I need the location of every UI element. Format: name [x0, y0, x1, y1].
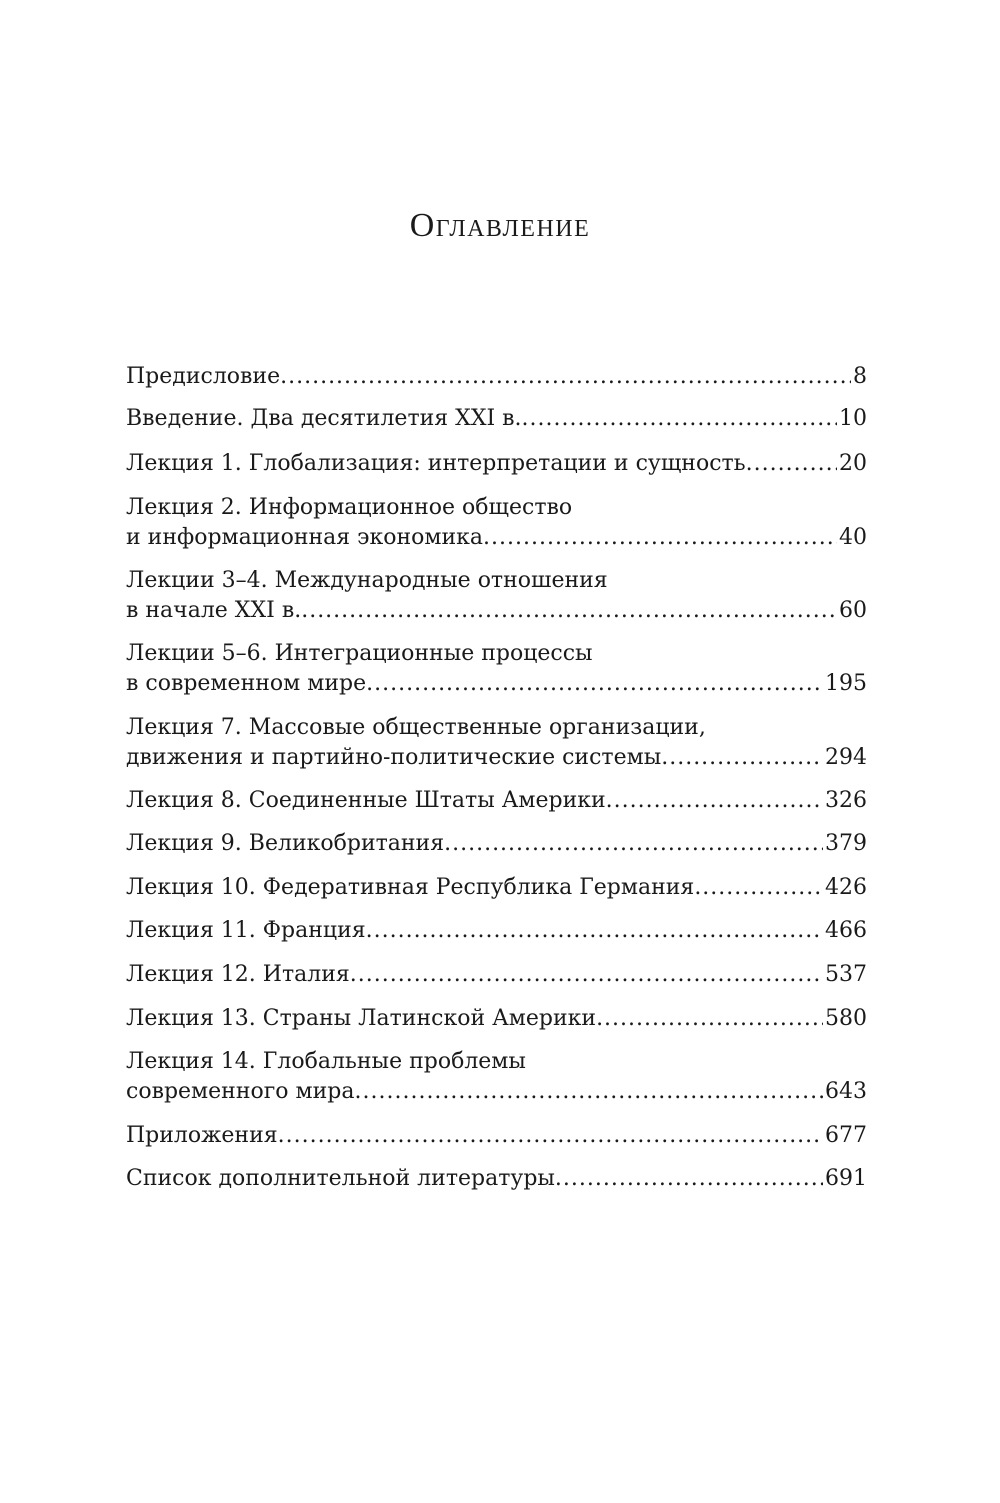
toc-entry-title: Лекция 10. Федеративная Республика Германия	[126, 875, 695, 900]
toc-entry[interactable]	[126, 493, 867, 553]
toc-entry-title: Лекция 12. Италия	[126, 962, 350, 987]
toc-line	[126, 1121, 867, 1151]
dot-leader	[483, 523, 837, 553]
toc-entry-title: в современном мире	[126, 671, 367, 696]
toc-entry-title: в начале XXI в.	[126, 598, 302, 623]
dot-leader	[522, 404, 837, 434]
dot-leader	[278, 1121, 823, 1151]
toc-line	[126, 1077, 867, 1107]
toc-entry[interactable]	[126, 713, 867, 773]
toc-line	[126, 404, 867, 434]
toc-entry-title: и информационная экономика	[126, 525, 483, 550]
toc-entry-title: Лекция 13. Страны Латинской Америки	[126, 1006, 597, 1031]
toc-page-number: 643	[825, 1079, 867, 1104]
toc-entry-title: Лекция 9. Великобритания	[126, 831, 445, 856]
dot-leader	[280, 362, 851, 392]
toc-line	[126, 786, 867, 816]
toc-line	[126, 743, 867, 773]
toc-page-number: 294	[825, 745, 867, 770]
toc-line	[126, 916, 867, 946]
toc-page-number: 379	[825, 831, 867, 856]
toc-entry-title: Лекция 8. Соединенные Штаты Америки	[126, 788, 606, 813]
dot-leader	[366, 669, 823, 699]
toc-page-number: 20	[839, 451, 867, 476]
toc-entry-title-first-line: Лекция 7. Массовые общественные организации,	[126, 715, 706, 740]
dot-leader	[746, 449, 837, 479]
toc-page-number: 426	[825, 875, 867, 900]
toc-entry[interactable]	[126, 639, 867, 699]
dot-leader	[301, 596, 837, 626]
toc-line	[126, 362, 867, 392]
toc-entry[interactable]	[126, 1121, 867, 1151]
toc-entry[interactable]	[126, 960, 867, 990]
dot-leader	[596, 1004, 823, 1034]
toc-page-number: 691	[825, 1166, 867, 1191]
toc-page-number: 466	[825, 918, 867, 943]
toc-entry[interactable]	[126, 449, 867, 479]
toc-entry[interactable]	[126, 404, 867, 434]
dot-leader	[350, 960, 823, 990]
toc-line	[126, 873, 867, 903]
dot-leader	[366, 916, 823, 946]
toc-entry-title: Лекция 11. Франция	[126, 918, 366, 943]
dot-leader	[694, 873, 823, 903]
toc-page-number: 8	[853, 364, 867, 389]
toc-entry-title: Введение. Два десятилетия XXI в.	[126, 406, 522, 431]
toc-entry[interactable]	[126, 916, 867, 946]
toc-page-number: 60	[839, 598, 867, 623]
toc-entry[interactable]	[126, 873, 867, 903]
toc-entry-title: Список дополнительной литературы	[126, 1166, 555, 1191]
toc-line	[126, 960, 867, 990]
toc-entry[interactable]	[126, 1164, 867, 1194]
toc-line	[126, 523, 867, 553]
page-title: Оглавление	[409, 207, 591, 244]
toc-line	[126, 1164, 867, 1194]
dot-leader	[606, 786, 823, 816]
toc-page-number: 10	[839, 406, 867, 431]
toc-entry-title-first-line: Лекции 3–4. Международные отношения	[126, 568, 608, 593]
toc-line	[126, 1004, 867, 1034]
dot-leader	[355, 1077, 824, 1107]
toc-page-number: 537	[825, 962, 867, 987]
toc-entry-title: Предисловие	[126, 364, 281, 389]
toc-entry[interactable]	[126, 1047, 867, 1107]
toc-entry-title: Приложения	[126, 1123, 278, 1148]
toc-page-number: 195	[825, 671, 867, 696]
toc-entry[interactable]	[126, 566, 867, 626]
toc-entry-title-first-line: Лекции 5–6. Интеграционные процессы	[126, 641, 593, 666]
dot-leader	[444, 829, 823, 859]
toc-line	[126, 449, 867, 479]
toc-entry[interactable]	[126, 786, 867, 816]
toc-entry[interactable]	[126, 1004, 867, 1034]
toc-entry-title: движения и партийно-политические системы	[126, 745, 662, 770]
toc-entry[interactable]	[126, 829, 867, 859]
dot-leader	[661, 743, 823, 773]
toc-line	[126, 596, 867, 626]
toc-page-number: 40	[839, 525, 867, 550]
toc-page-number: 677	[825, 1123, 867, 1148]
dot-leader	[555, 1164, 823, 1194]
toc-entry-title-first-line: Лекция 2. Информационное общество	[126, 495, 573, 520]
toc-entry[interactable]	[126, 362, 867, 392]
toc-entry-title-first-line: Лекция 14. Глобальные проблемы	[126, 1049, 526, 1074]
toc-line	[126, 829, 867, 859]
toc-page-number: 326	[825, 788, 867, 813]
toc-entry-title: современного мира	[126, 1079, 355, 1104]
toc-entry-title: Лекция 1. Глобализация: интерпретации и сущность	[126, 451, 746, 476]
toc-page-number: 580	[825, 1006, 867, 1031]
toc-line	[126, 669, 867, 699]
